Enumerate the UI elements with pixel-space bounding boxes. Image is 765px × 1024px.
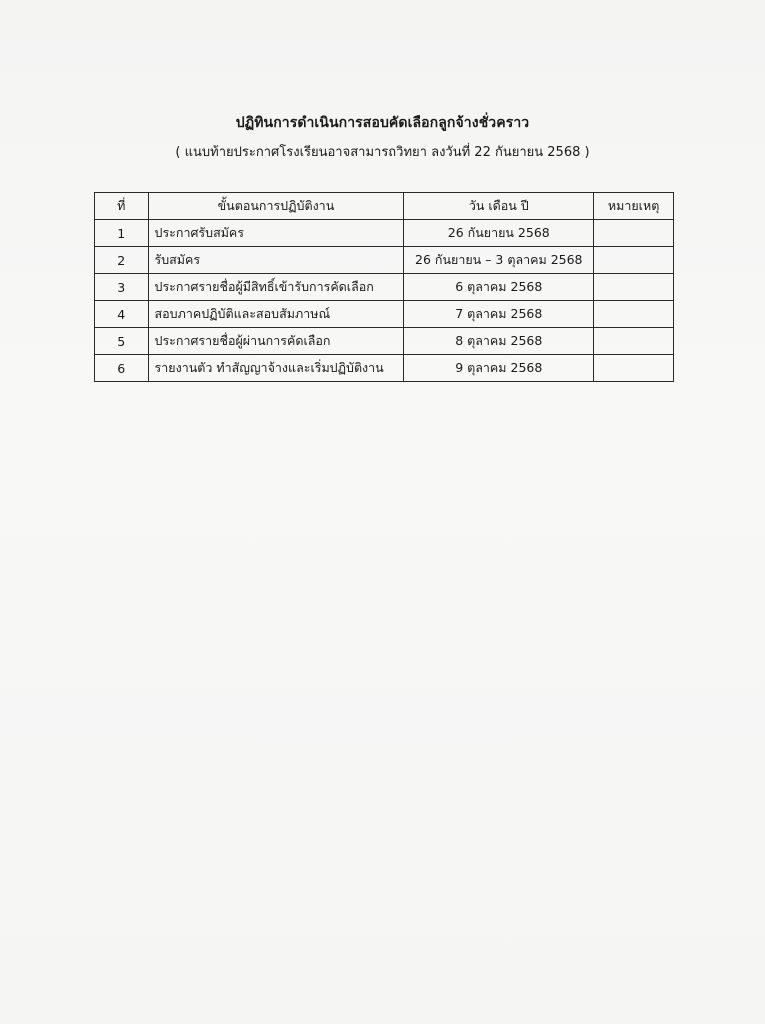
header-step: ขั้นตอนการปฏิบัติงาน — [148, 193, 404, 220]
table-row — [95, 247, 674, 274]
row-no: 6 — [95, 355, 149, 382]
header-date: วัน เดือน ปี — [404, 193, 594, 220]
row-no: 3 — [95, 274, 149, 301]
row-step: สอบภาคปฏิบัติและสอบสัมภาษณ์ — [148, 301, 404, 328]
row-date: 8 ตุลาคม 2568 — [404, 328, 594, 355]
row-step: ประกาศรายชื่อผู้ผ่านการคัดเลือก — [148, 328, 404, 355]
table-row — [95, 355, 674, 382]
row-date: 26 กันยายน 2568 — [404, 220, 594, 247]
table-row — [95, 328, 674, 355]
table-row — [95, 274, 674, 301]
row-no: 5 — [95, 328, 149, 355]
table-row — [95, 301, 674, 328]
table-header-row — [95, 193, 674, 220]
header-no: ที่ — [95, 193, 149, 220]
row-note — [594, 301, 674, 328]
row-note — [594, 247, 674, 274]
row-note — [594, 220, 674, 247]
row-no: 4 — [95, 301, 149, 328]
row-date: 6 ตุลาคม 2568 — [404, 274, 594, 301]
schedule-table — [94, 192, 674, 382]
row-step: รับสมัคร — [148, 247, 404, 274]
row-step: ประกาศรายชื่อผู้มีสิทธิ์เข้ารับการคัดเลือก — [148, 274, 404, 301]
row-note — [594, 274, 674, 301]
row-no: 1 — [95, 220, 149, 247]
row-note — [594, 355, 674, 382]
row-step: ประกาศรับสมัคร — [148, 220, 404, 247]
row-date: 9 ตุลาคม 2568 — [404, 355, 594, 382]
row-date: 7 ตุลาคม 2568 — [404, 301, 594, 328]
row-no: 2 — [95, 247, 149, 274]
row-step: รายงานตัว ทำสัญญาจ้างและเริ่มปฏิบัติงาน — [148, 355, 404, 382]
document-title: ปฏิทินการดำเนินการสอบคัดเลือกลูกจ้างชั่วคราว — [235, 115, 530, 131]
table-row — [95, 220, 674, 247]
header-note: หมายเหตุ — [594, 193, 674, 220]
document-subtitle: ( แนบท้ายประกาศโรงเรียนอาจสามารถวิทยา ลงวันที่ 22 กันยายน 2568 ) — [175, 145, 590, 160]
row-note — [594, 328, 674, 355]
row-date: 26 กันยายน – 3 ตุลาคม 2568 — [404, 247, 594, 274]
